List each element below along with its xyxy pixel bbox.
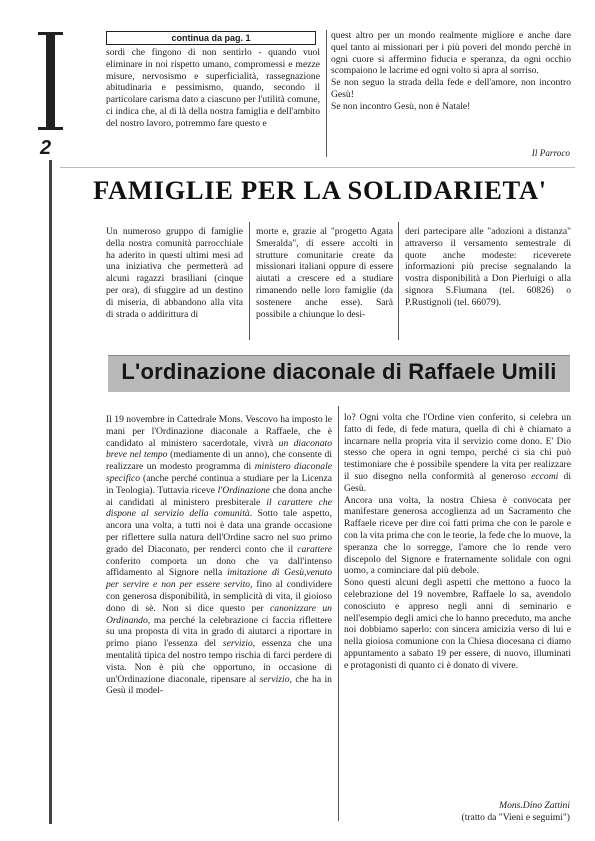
paragraph: Ancora una volta, la nostra Chiesa è convocata per manifestare generosa accoglienza ad un Sacramento che Raffaele riceve per dire coi fatti prima che con le parole e con la vita prima che con le teorie, la fede che lo muove, la speranza che lo sorregge, l'amore che lo rende vero discepolo del Signore e fraternamente solidale con ogni uomo, a cominciare dal più debole. <box>344 494 571 577</box>
ordination-source: (tratto da "Vieni e seguimi") <box>461 812 570 823</box>
paragraph: deri partecipare alle "adozioni a distanza" attraverso il versamento semestrale di quote anche modeste: riceverete informazioni più precise segnalando la vostra disponibilità a Don Pierluigi o alla signora S.Fiumana (tel. 60826) o P.Rustignoli (tel. 66079). <box>405 226 571 308</box>
page-marker-bar-bottom <box>49 160 52 824</box>
paragraph: lo? Ogni volta che l'Ordine vien conferito, si celebra un fatto di fede, di fede matura, quella di chi è chiamato a incarnare nella propria vita il servizio come dono. E' Dio stesso che opera in ogni tempo, perché ci sia chi può testimoniare che è possibile spendere la vita per realizzare il suo disegno nella conformità al generoso eccomi di Gesù. <box>344 412 571 494</box>
paragraph: Se non seguo la strada della fede e dell'amore, non incontro Gesù! <box>331 77 571 100</box>
paragraph: quest altro per un mondo realmente migliore e anche dare quel tanto ai missionari per i più poveri del mondo perchè in ogni cuore si affermino fiducia e speranza, da ogni occhio scompaiono le lacrime ed ogni volto si apra al sorriso. <box>331 30 571 77</box>
family-column-1 <box>106 226 243 320</box>
top-article-right-column <box>331 30 571 113</box>
family-column-2 <box>256 226 393 320</box>
family-divider-2 <box>398 222 399 340</box>
family-divider-1 <box>249 222 250 340</box>
section-rule-top <box>60 167 575 168</box>
ordination-column-divider <box>338 406 339 821</box>
ordination-left-column <box>106 414 332 697</box>
page-marker-bar-top <box>46 32 55 129</box>
top-column-divider <box>326 30 327 157</box>
family-section-title: FAMIGLIE PER LA SOLIDARIETA' <box>93 175 547 205</box>
ordination-signature: Mons.Dino Zattini <box>499 800 570 811</box>
ordination-title: L'ordinazione diaconale di Raffaele Umili <box>121 359 557 384</box>
page-number: 2 <box>40 137 52 159</box>
paragraph: sordi che fingono di non sentirlo - quando vuol eliminare in noi rispetto umano, compromessi e mezze misure, nervosismo e superficialità, rassegnazione abitudinaria e pessimismo, quando, secondo il particolare carisma dato a ciascuno per l'utilità comune, ci indica che, al di là della nostra famiglia e dell'ambito del nostro lavoro, potremmo fare questo e <box>106 47 320 129</box>
paragraph: Se non incontro Gesù, non è Natale! <box>331 100 471 112</box>
continued-label: continua da pag. 1 <box>106 31 316 45</box>
page-marker-cap-top <box>38 32 63 35</box>
family-column-3 <box>405 226 571 309</box>
paragraph: Un numeroso gruppo di famiglie della nostra comunità parrocchiale ha aderito in questi ultimi mesi ad una iniziativa che permetterà ad alcuni ragazzi brasiliani (cinque per ora), di sfuggire ad un destino di miseria, di abbandono alla vita di strada o addirittura di <box>106 226 243 320</box>
paragraph: morte e, grazie al "progetto Agata Smeralda", di essere accolti in strutture comunitarie create da missionari italiani oppure di essere aiutati a crescere ed a studiare rimanendo nelle loro famiglie (da sostenere anche esse). Sarà possibile a chiunque lo desi- <box>256 226 393 320</box>
top-article-signature: Il Parroco <box>531 148 570 158</box>
ordination-right-column <box>344 412 571 672</box>
page-marker-cap-mid <box>38 127 63 130</box>
paragraph: Sono questi alcuni degli aspetti che mettono a fuoco la celebrazione del 19 novembre, Raffaele lo sa, avendolo conosciuto e appreso negli anni di seminario e nell'esempio degli amici che lo hanno preceduto, ma anche noi dobbiamo saperlo: con sincera amicizia verso di lui e nella gioiosa comunione con la Chiesa diocesana ci diamo appuntamento a sabato 19 per essere, di nuovo, illuminati e protagonisti di quanto ci è donato di vivere. <box>344 577 571 671</box>
paragraph: Il 19 novembre in Cattedrale Mons. Vescovo ha imposto le mani per l'Ordinazione diaconale a Raffaele, che è candidato al ministero sacerdotale, vivrà un diaconato breve nel tempo (mediamente di un anno), che consente di realizzare un modesto programma di ministero diaconale specifico (anche perché continua a studiare per la Licenza in Teologia). Tuttavia riceve l'Ordinazione che dona anche ai candidati al ministero presbiterale il carattere che dispone al servizio della comunità. Sotto tale aspetto, ancora una volta, a tutti noi è data una grande occasione per riflettere sulla natura dell'Ordine sacro nel suo primo grado del Diaconato, per renderci conto che il carattere conferito comporta un dono che va dall'intenso affidamento al Signore nella imitazione di Gesù,venuto per servire e non per essere servito, fino al condividere con generosa disponibilità, in semplicità di vita, il gioioso dono di sè. Non si dice questo per canonizzare un Ordinando, ma perché la celebrazione ci faccia riflettere su una proposta di vita in grado di aiutarci a riportare in primo piano l'essenza del servizio, essenza che una mentalità tipica del nostro tempo rischia di farci perdere di vista. Non è più che opportuno, in occasione di un'Ordinazione diaconale, ripensare al servizio, che ha in Gesù il model- <box>106 414 333 697</box>
top-article-left-column <box>106 47 320 130</box>
